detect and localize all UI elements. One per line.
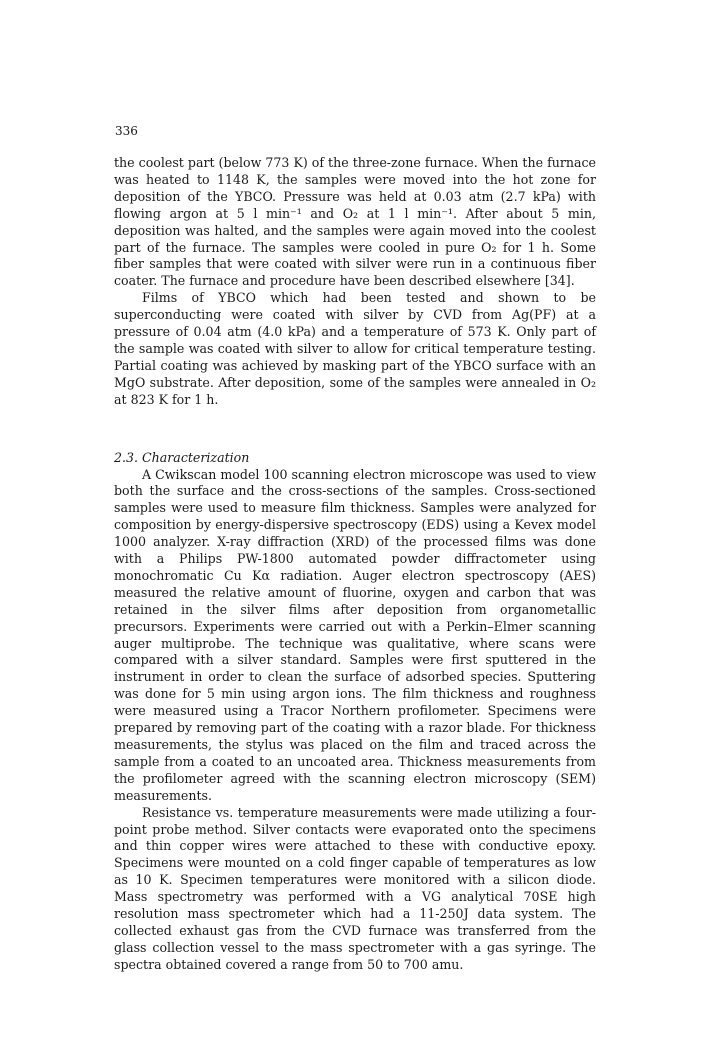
page-number: 336 [115,124,138,138]
section-heading-characterization: 2.3. Characterization [114,449,250,465]
paragraph-furnace-deposition: the coolest part (below 773 K) of the three-zone furnace. When the furnace was heated to 1148 K, the samples were moved into the hot zone for deposition of the YBCO. Pressure was held at 0.03 atm (2.7 kPa) with flowing argon at 5 l min⁻¹ and O₂ at 1 l min⁻¹. After about 5 min, deposition was halted, and the samples were again moved into the coolest part of the furnace. The samples were cooled in pure O₂ for 1 h. Some fiber samples that were coated with silver were run in a continuous fiber coater. The furnace and procedure have been described elsewhere [34]. [114,155,596,289]
paragraph-resistance-measurements: Resistance vs. temperature measurements were made utilizing a four-point probe method. Silver contacts were evaporated onto the specimens and thin copper wires were attached to these with conductive epoxy. Specimens were mounted on a cold finger capable of temperatures as low as 10 K. Specimen temperatures were monitored with a silicon diode. Mass spectrometry was performed with a VG analytical 70SE high resolution mass spectrometer which had a 11-250J data system. The collected exhaust gas from the CVD furnace was transferred from the glass collection vessel to the mass spectrometer with a gas syringe. The spectra obtained covered a range from 50 to 700 amu. [114,804,596,972]
paragraph-characterization-methods: A Cwikscan model 100 scanning electron microscope was used to view both the surface and the cross-sections of the samples. Cross-sectioned samples were used to measure film thickness. Samples were analyzed for composition by energy-dispersive spectroscopy (EDS) using a Kevex model 1000 analyzer. X-ray diffraction (XRD) of the processed films was done with a Philips PW-1800 automated powder diffractometer using monochromatic Cu Kα radiation. Auger electron spectroscopy (AES) measured the relative amount of fluorine, oxygen and carbon that was retained in the silver films after deposition from organometallic precursors. Experiments were carried out with a Perkin–Elmer scanning auger multiprobe. The technique was qualitative, where scans were compared with a silver standard. Samples were first sputtered in the instrument in order to clean the surface of adsorbed species. Sputtering was done for 5 min using argon ions. The film thickness and roughness were measured using a Tracor Northern profilometer. Specimens were prepared by removing part of the coating with a razor blade. For thickness measurements, the stylus was placed on the film and traced across the sample from a coated to an uncoated area. Thickness measurements from the profilometer agreed with the scanning electron microscopy (SEM) measurements. [114,466,596,803]
paragraph-silver-coating: Films of YBCO which had been tested and shown to be superconducting were coated with silver by CVD from Ag(PF) at a pressure of 0.04 atm (4.0 kPa) and a temperature of 573 K. Only part of the sample was coated with silver to allow for critical temperature testing. Partial coating was achieved by masking part of the YBCO surface with an MgO substrate. After deposition, some of the samples were annealed in O₂ at 823 K for 1 h. [114,290,596,407]
body-text [114,155,596,974]
